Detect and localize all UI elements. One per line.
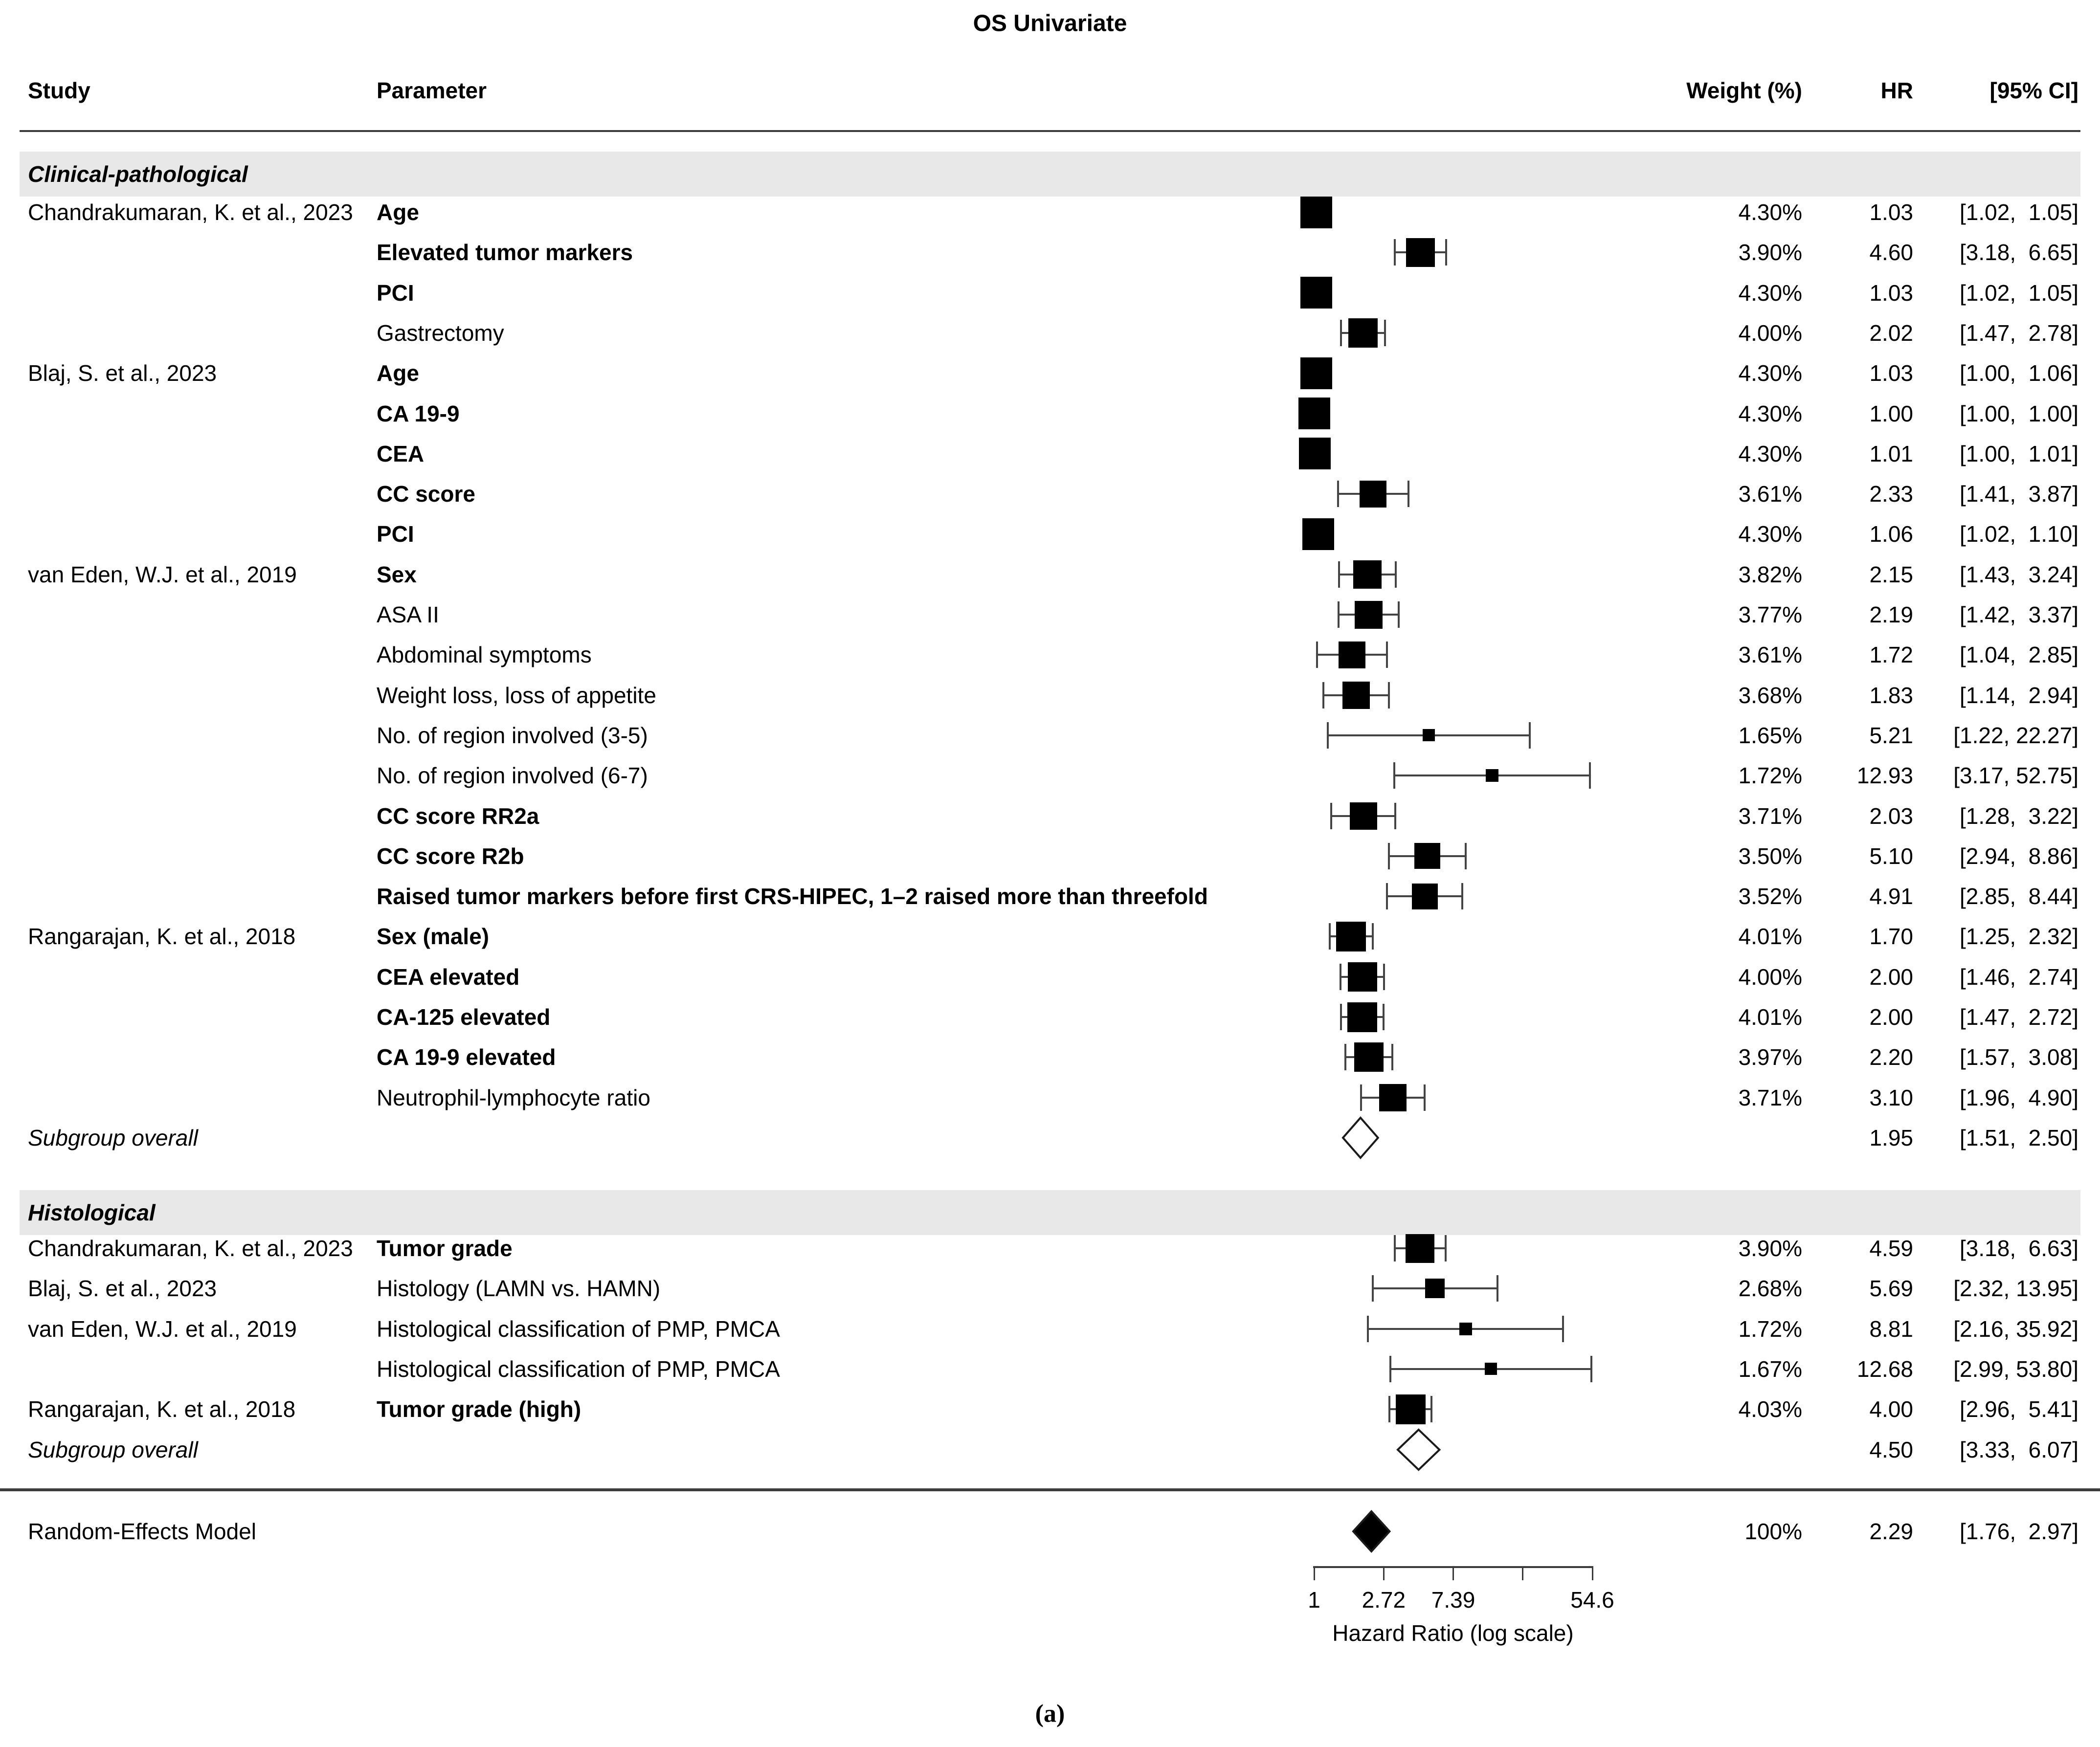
parameter-label: CC score (377, 481, 475, 507)
hr-value: 4.50 (1869, 1437, 1913, 1462)
hr-value: 1.03 (1869, 280, 1913, 306)
summary-divider-rule (0, 1488, 2100, 1491)
effect-size-box (1360, 481, 1386, 508)
effect-size-box (1298, 398, 1330, 429)
parameter-label: Histological classification of PMP, PMCA (377, 1356, 780, 1382)
effect-size-box (1353, 560, 1382, 589)
parameter-label: Neutrophil-lymphocyte ratio (377, 1084, 650, 1110)
figure-title: OS Univariate (973, 10, 1127, 37)
ci-value: [3.17, 52.75] (1953, 763, 2078, 789)
hr-value: 8.81 (1869, 1316, 1913, 1342)
ci-whisker-cap (1388, 843, 1390, 869)
ci-whisker-cap (1388, 682, 1390, 708)
effect-size-box (1336, 922, 1366, 951)
hr-value: 2.00 (1869, 964, 1913, 990)
ci-whisker-cap (1407, 481, 1409, 507)
ci-whisker-cap (1394, 803, 1396, 829)
parameter-label: Abdominal symptoms (377, 642, 592, 668)
ci-value: [2.99, 53.80] (1953, 1356, 2078, 1382)
ci-value: [1.57, 3.08] (1960, 1044, 2078, 1070)
effect-size-box (1339, 641, 1365, 668)
ci-whisker-cap (1322, 682, 1324, 708)
parameter-label: CC score R2b (377, 843, 524, 869)
weight-value: 4.00% (1738, 964, 1802, 990)
parameter-label: Gastrectomy (377, 320, 504, 346)
ci-whisker-cap (1340, 320, 1342, 346)
hr-value: 4.60 (1869, 240, 1913, 265)
parameter-label: Sex (male) (377, 924, 490, 950)
ci-whisker-cap (1393, 762, 1395, 789)
effect-size-box (1342, 682, 1370, 709)
hr-value: 5.69 (1869, 1276, 1913, 1302)
axis-tick (1383, 1567, 1385, 1580)
effect-size-box (1425, 1279, 1445, 1298)
effect-size-box (1300, 197, 1332, 228)
study-label: Chandrakumaran, K. et al., 2023 (28, 1236, 353, 1261)
hr-value: 2.03 (1869, 803, 1913, 829)
weight-value: 1.67% (1738, 1356, 1802, 1382)
hr-value: 1.01 (1869, 441, 1913, 466)
hr-value: 2.19 (1869, 602, 1913, 627)
parameter-label: Elevated tumor markers (377, 240, 633, 265)
ci-value: [1.41, 3.87] (1960, 481, 2078, 507)
axis-tick-label: 54.6 (1570, 1587, 1614, 1613)
weight-value: 1.72% (1738, 1316, 1802, 1342)
ci-value: [2.32, 13.95] (1953, 1276, 2078, 1302)
axis-tick-label: 7.39 (1431, 1587, 1475, 1613)
effect-size-box (1459, 1323, 1472, 1335)
effect-size-box (1348, 962, 1377, 992)
weight-value: 4.30% (1738, 280, 1802, 306)
ci-whisker-cap (1589, 762, 1591, 789)
hr-value: 4.91 (1869, 884, 1913, 909)
parameter-label: CA-125 elevated (377, 1004, 551, 1030)
parameter-label: PCI (377, 521, 414, 547)
ci-whisker-cap (1394, 239, 1396, 265)
ci-value: [1.02, 1.05] (1960, 280, 2078, 306)
hr-value: 5.21 (1869, 722, 1913, 748)
effect-size-box (1486, 769, 1498, 782)
ci-value: [1.00, 1.06] (1960, 360, 2078, 386)
axis-tick (1452, 1567, 1454, 1580)
hr-value: 2.20 (1869, 1044, 1913, 1070)
ci-whisker-cap (1340, 1004, 1342, 1030)
effect-size-box (1350, 802, 1377, 830)
study-label: Rangarajan, K. et al., 2018 (28, 1396, 296, 1422)
column-header-weight: Weight (%) (1686, 78, 1802, 103)
hr-value: 1.95 (1869, 1125, 1913, 1150)
ci-value: [2.16, 35.92] (1953, 1316, 2078, 1342)
parameter-label: Raised tumor markers before first CRS-HIPEC, 1–2 raised more than threefold (377, 884, 1208, 909)
effect-size-box (1354, 1042, 1384, 1072)
parameter-label: No. of region involved (3-5) (377, 722, 648, 748)
parameter-label: No. of region involved (6-7) (377, 763, 648, 789)
effect-size-box (1300, 357, 1332, 389)
ci-whisker-cap (1327, 722, 1329, 749)
weight-value: 3.90% (1738, 1236, 1802, 1261)
axis-tick (1522, 1567, 1523, 1580)
parameter-label: CC score RR2a (377, 803, 539, 829)
section-band (20, 152, 2080, 197)
effect-size-box (1379, 1084, 1407, 1111)
hr-value: 12.68 (1856, 1356, 1913, 1382)
ci-value: [2.94, 8.86] (1960, 843, 2078, 869)
column-header-hr: HR (1880, 78, 1913, 103)
ci-whisker-cap (1372, 923, 1374, 950)
subgroup-summary-diamond (1341, 1116, 1380, 1160)
ci-whisker-cap (1386, 641, 1388, 668)
hr-value: 1.70 (1869, 924, 1913, 950)
column-header-parameter: Parameter (377, 78, 487, 103)
weight-value: 3.77% (1738, 602, 1802, 627)
effect-size-box (1406, 238, 1435, 267)
study-label: Blaj, S. et al., 2023 (28, 1276, 217, 1302)
ci-whisker-cap (1529, 722, 1531, 749)
ci-value: [1.42, 3.37] (1960, 602, 2078, 627)
parameter-label: ASA II (377, 602, 439, 627)
hr-value: 3.10 (1869, 1084, 1913, 1110)
column-header-study: Study (28, 78, 90, 103)
weight-value: 3.61% (1738, 481, 1802, 507)
weight-value: 4.00% (1738, 320, 1802, 346)
hr-value: 2.15 (1869, 561, 1913, 587)
subgroup-overall-label: Subgroup overall (28, 1125, 198, 1150)
study-label: van Eden, W.J. et al., 2019 (28, 1316, 297, 1342)
parameter-label: CEA (377, 441, 424, 466)
hr-value: 1.83 (1869, 682, 1913, 708)
ci-whisker-cap (1360, 1084, 1362, 1111)
weight-value: 4.30% (1738, 400, 1802, 426)
ci-whisker-cap (1383, 964, 1385, 990)
hr-value: 1.03 (1869, 360, 1913, 386)
ci-whisker-cap (1445, 239, 1447, 265)
ci-value: [1.25, 2.32] (1960, 924, 2078, 950)
hr-value: 2.29 (1869, 1519, 1913, 1544)
ci-whisker-cap (1395, 561, 1397, 588)
ci-whisker-cap (1316, 641, 1318, 668)
ci-whisker-cap (1590, 1356, 1592, 1382)
effect-size-box (1423, 729, 1435, 741)
ci-value: [1.02, 1.10] (1960, 521, 2078, 547)
ci-whisker-cap (1337, 481, 1339, 507)
subgroup-summary-diamond (1396, 1428, 1441, 1472)
ci-value: [2.85, 8.44] (1960, 884, 2078, 909)
study-label: Rangarajan, K. et al., 2018 (28, 924, 296, 950)
ci-whisker-cap (1394, 1235, 1396, 1261)
effect-size-box (1348, 318, 1378, 348)
hr-value: 1.03 (1869, 199, 1913, 225)
ci-whisker-cap (1340, 964, 1341, 990)
weight-value: 3.61% (1738, 642, 1802, 668)
ci-value: [1.00, 1.00] (1960, 400, 2078, 426)
effect-size-box (1299, 438, 1331, 469)
ci-value: [1.46, 2.74] (1960, 964, 2078, 990)
ci-value: [2.96, 5.41] (1960, 1396, 2078, 1422)
weight-value: 4.30% (1738, 360, 1802, 386)
parameter-label: Age (377, 199, 419, 225)
ci-whisker-cap (1338, 601, 1340, 628)
ci-whisker-cap (1372, 1275, 1374, 1302)
hr-value: 2.02 (1869, 320, 1913, 346)
section-band (20, 1190, 2080, 1235)
ci-whisker-cap (1391, 1044, 1393, 1070)
effect-size-box (1347, 1002, 1377, 1032)
ci-whisker-cap (1497, 1275, 1498, 1302)
weight-value: 4.30% (1738, 199, 1802, 225)
parameter-label: Tumor grade (377, 1236, 513, 1261)
ci-whisker-cap (1445, 1235, 1447, 1261)
hr-value: 5.10 (1869, 843, 1913, 869)
ci-whisker-cap (1338, 561, 1340, 588)
effect-size-box (1302, 518, 1334, 550)
subgroup-overall-label: Subgroup overall (28, 1437, 198, 1462)
ci-value: [3.18, 6.63] (1960, 1236, 2078, 1261)
parameter-label: Histological classification of PMP, PMCA (377, 1316, 780, 1342)
section-label: Histological (28, 1200, 156, 1225)
axis-tick-label: 1 (1308, 1587, 1320, 1613)
ci-value: [1.28, 3.22] (1960, 803, 2078, 829)
ci-whisker-cap (1384, 320, 1386, 346)
axis-tick (1314, 1567, 1315, 1580)
weight-value: 3.71% (1738, 1084, 1802, 1110)
ci-whisker-cap (1430, 1396, 1432, 1422)
parameter-label: Histology (LAMN vs. HAMN) (377, 1276, 661, 1302)
weight-value: 1.65% (1738, 722, 1802, 748)
parameter-label: CEA elevated (377, 964, 520, 990)
hr-value: 12.93 (1856, 763, 1913, 789)
ci-whisker-cap (1329, 923, 1331, 950)
ci-whisker-cap (1461, 883, 1463, 909)
weight-value: 4.01% (1738, 924, 1802, 950)
ci-whisker-cap (1330, 803, 1332, 829)
parameter-label: CA 19-9 elevated (377, 1044, 556, 1070)
effect-size-box (1300, 277, 1332, 309)
ci-value: [1.00, 1.01] (1960, 441, 2078, 466)
weight-value: 3.52% (1738, 884, 1802, 909)
ci-value: [1.04, 2.85] (1960, 642, 2078, 668)
hr-value: 2.00 (1869, 1004, 1913, 1030)
parameter-label: PCI (377, 280, 414, 306)
weight-value: 100% (1744, 1519, 1802, 1544)
column-header-ci: [95% CI] (1989, 78, 2078, 103)
ci-value: [1.14, 2.94] (1960, 682, 2078, 708)
hr-value: 4.00 (1869, 1396, 1913, 1422)
weight-value: 3.90% (1738, 240, 1802, 265)
weight-value: 3.97% (1738, 1044, 1802, 1070)
ci-whisker-cap (1389, 1356, 1391, 1382)
ci-value: [1.02, 1.05] (1960, 199, 2078, 225)
ci-whisker-cap (1344, 1044, 1346, 1070)
header-rule (20, 130, 2080, 132)
parameter-label: Sex (377, 561, 417, 587)
parameter-label: CA 19-9 (377, 400, 460, 426)
hr-value: 1.00 (1869, 400, 1913, 426)
effect-size-box (1406, 1234, 1434, 1263)
ci-value: [1.76, 2.97] (1960, 1519, 2078, 1544)
ci-value: [1.47, 2.72] (1960, 1004, 2078, 1030)
parameter-label: Age (377, 360, 419, 386)
hr-value: 1.06 (1869, 521, 1913, 547)
ci-value: [1.22, 22.27] (1953, 722, 2078, 748)
weight-value: 1.72% (1738, 763, 1802, 789)
hr-value: 1.72 (1869, 642, 1913, 668)
weight-value: 3.71% (1738, 803, 1802, 829)
overall-model-label: Random-Effects Model (28, 1519, 257, 1544)
weight-value: 3.68% (1738, 682, 1802, 708)
weight-value: 3.50% (1738, 843, 1802, 869)
x-axis-label: Hazard Ratio (log scale) (1332, 1620, 1574, 1646)
effect-size-box (1414, 843, 1440, 869)
ci-value: [3.18, 6.65] (1960, 240, 2078, 265)
weight-value: 2.68% (1738, 1276, 1802, 1302)
weight-value: 4.30% (1738, 441, 1802, 466)
weight-value: 4.30% (1738, 521, 1802, 547)
ci-whisker-cap (1424, 1084, 1426, 1111)
ci-whisker-cap (1465, 843, 1467, 869)
study-label: Blaj, S. et al., 2023 (28, 360, 217, 386)
ci-whisker-cap (1398, 601, 1400, 628)
weight-value: 3.82% (1738, 561, 1802, 587)
study-label: Chandrakumaran, K. et al., 2023 (28, 199, 353, 225)
ci-whisker-cap (1388, 1396, 1390, 1422)
overall-summary-diamond (1351, 1509, 1391, 1553)
hr-value: 2.33 (1869, 481, 1913, 507)
study-label: van Eden, W.J. et al., 2019 (28, 561, 297, 587)
ci-value: [1.43, 3.24] (1960, 561, 2078, 587)
weight-value: 4.01% (1738, 1004, 1802, 1030)
ci-value: [1.51, 2.50] (1960, 1125, 2078, 1150)
effect-size-box (1355, 601, 1383, 629)
ci-whisker-cap (1562, 1316, 1564, 1342)
ci-value: [1.47, 2.78] (1960, 320, 2078, 346)
ci-value: [3.33, 6.07] (1960, 1437, 2078, 1462)
ci-value: [1.96, 4.90] (1960, 1084, 2078, 1110)
effect-size-box (1396, 1394, 1426, 1424)
parameter-label: Weight loss, loss of appetite (377, 682, 656, 708)
axis-tick (1592, 1567, 1593, 1580)
section-label: Clinical-pathological (28, 161, 248, 187)
parameter-label: Tumor grade (high) (377, 1396, 581, 1422)
hr-value: 4.59 (1869, 1236, 1913, 1261)
ci-whisker-cap (1383, 1004, 1385, 1030)
subfigure-caption: (a) (1035, 1700, 1065, 1728)
axis-tick-label: 2.72 (1362, 1587, 1406, 1613)
effect-size-box (1485, 1363, 1497, 1375)
weight-value: 4.03% (1738, 1396, 1802, 1422)
effect-size-box (1412, 884, 1438, 909)
ci-whisker-cap (1386, 883, 1388, 909)
ci-whisker-cap (1367, 1316, 1369, 1342)
